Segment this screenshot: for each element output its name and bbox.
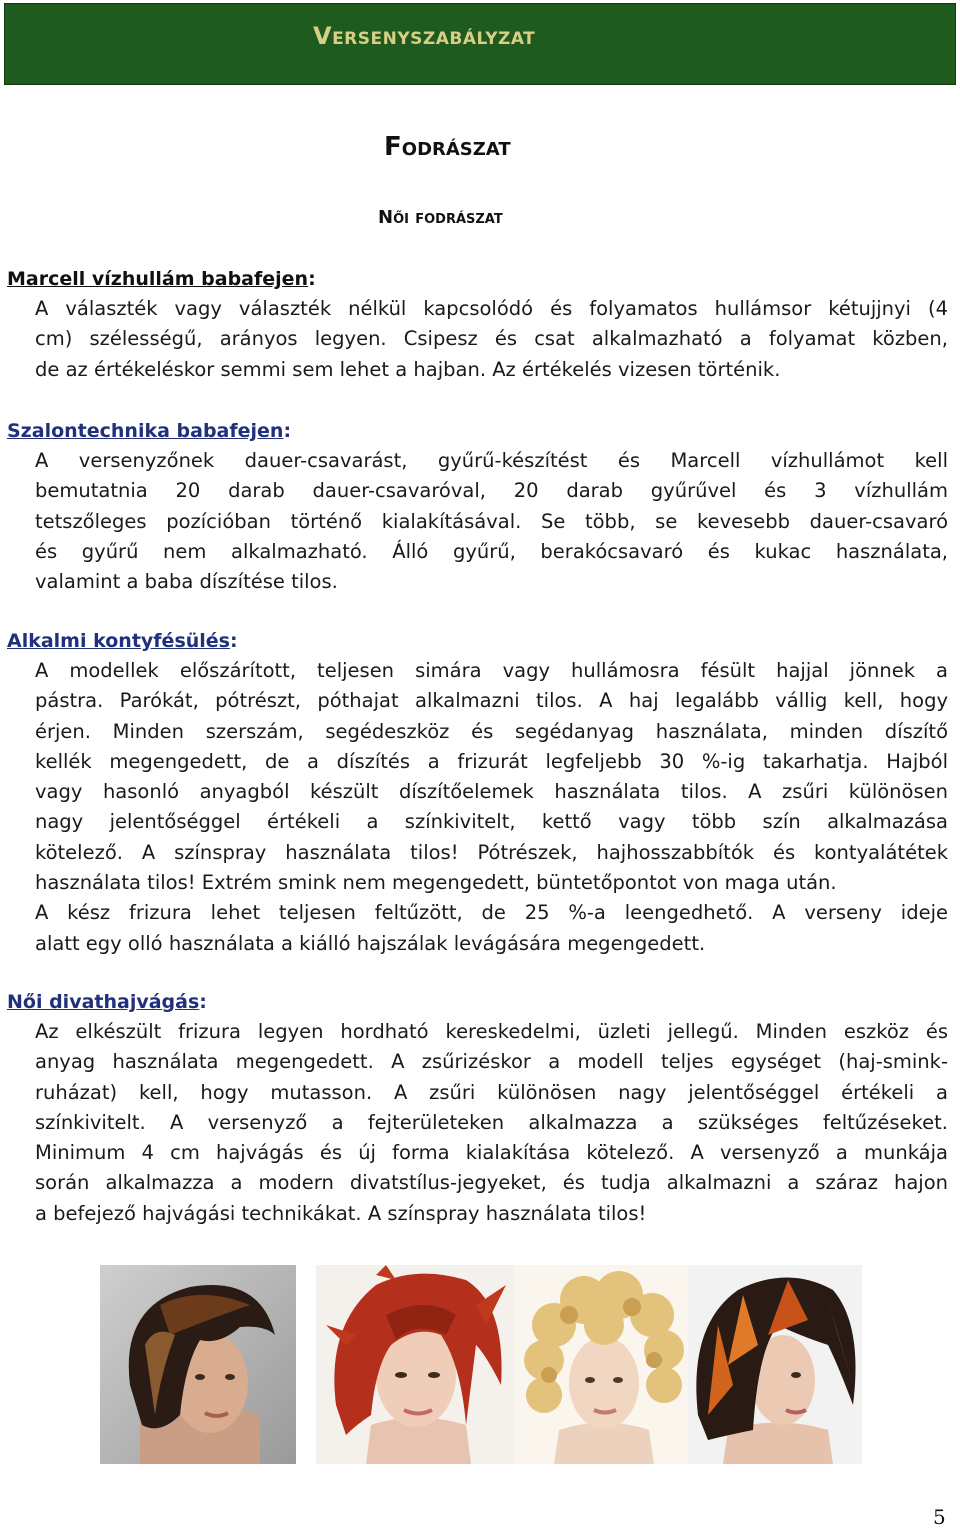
- text-line: és gyűrű nem alkalmazható. Álló gyűrű, berakócsavaró és kukac használata,: [35, 539, 948, 563]
- text-line: kellék megengedett, de a díszítés a frizurát legfeljebb 30 %-ig takarhatja. Hajból: [35, 749, 948, 773]
- hairstyle-photo-2: [316, 1265, 514, 1464]
- text-line: nagy jelentőséggel értékeli a színkivitelt, kettő vagy több szín alkalmazása: [35, 810, 948, 834]
- text-line: tetszőleges pozícióban történő kialakításával. Se több, se kevesebb dauer-csavaró: [35, 509, 948, 533]
- text-line: érjen. Minden szerszám, segédeszköz és segédanyag használata, minden díszítő: [35, 719, 948, 743]
- text-line: de az értékeléskor semmi sem lehet a hajban. Az értékelés vizesen történik.: [35, 357, 781, 381]
- text-line: A versenyzőnek dauer-csavarást, gyűrű-készítést és Marcell vízhullámot kell: [35, 449, 948, 472]
- text-line: kötelező. A színspray használata tilos! Pótrészek, hajhosszabbítók és kontyalátétek: [35, 840, 948, 864]
- text-line: A modellek előszárított, teljesen simára vagy hullámosra fésült hajjal jönnek a: [35, 659, 948, 682]
- hairstyle-photo-3: [514, 1265, 688, 1464]
- banner-title: Versenyszabályzat: [313, 22, 536, 50]
- text-line: ruházat) kell, hogy mutasson. A zsűri különösen nagy jelentőséggel értékeli a: [35, 1080, 948, 1104]
- blonde-curly-portrait-icon: [514, 1265, 688, 1464]
- text-line: A kész frizura lehet teljesen feltűzött, de 25 %-a leengedhető. A verseny ideje: [35, 901, 948, 925]
- text-line: színkivitelt. A versenyző a fejterületeken alkalmazza a szükséges feltűzéseket.: [35, 1110, 948, 1134]
- hairstyle-photo-1: [100, 1265, 296, 1464]
- section-heading-kontyfesules: Alkalmi kontyfésülés:: [7, 630, 238, 652]
- text-line: anyag használata megengedett. A zsűrizéskor a modell teljes egységet (haj-smink-: [35, 1050, 948, 1074]
- text-line: során alkalmazza a modern divatstílus-jegyeket, és tudja alkalmazni a száraz hajon: [35, 1171, 948, 1195]
- page-number: 5: [933, 1505, 946, 1529]
- text-line: használata tilos! Extrém smink nem megengedett, büntetőpontot von maga után.: [35, 871, 837, 895]
- dark-bob-portrait-icon: [100, 1265, 296, 1464]
- section-heading-marcell: Marcell vízhullám babafejen:: [7, 268, 316, 290]
- orange-highlights-portrait-icon: [688, 1265, 862, 1464]
- section-heading-text: Női divathajvágás: [7, 991, 200, 1013]
- text-line: pástra. Parókát, pótrészt, póthajat alkalmazni tilos. A haj legalább vállig kell, hogy: [35, 689, 948, 713]
- section-heading-text: Marcell vízhullám babafejen: [7, 268, 309, 290]
- section-body-divathajvagas: [35, 1017, 948, 1229]
- text-line: a befejező hajvágási technikákat. A színspray használata tilos!: [35, 1201, 647, 1225]
- text-line: Minimum 4 cm hajvágás és új forma kialakítása kötelező. A versenyző a munkája: [35, 1141, 948, 1165]
- section-heading-szalontechnika: Szalontechnika babafejen:: [7, 420, 292, 442]
- red-spiky-portrait-icon: [316, 1265, 514, 1464]
- text-line: alatt egy olló használata a kiálló hajszálak levágására megengedett.: [35, 931, 706, 955]
- hairstyle-photo-4: [688, 1265, 862, 1464]
- header-banner: [4, 3, 956, 85]
- page-title: Fodrászat: [384, 132, 511, 162]
- section-heading-text: Alkalmi kontyfésülés: [7, 630, 230, 652]
- section-body-szalontechnika: [35, 446, 948, 597]
- section-heading-text: Szalontechnika babafejen: [7, 420, 284, 442]
- text-line: bemutatnia 20 darab dauer-csavaróval, 20 darab gyűrűvel és 3 vízhullám: [35, 479, 948, 503]
- section-heading-divathajvagas: Női divathajvágás:: [7, 991, 207, 1013]
- section-body-marcell: [35, 294, 948, 385]
- text-line: vagy hasonló anyagból készült díszítőelemek használata tilos. A zsűri különösen: [35, 780, 948, 804]
- text-line: Az elkészült frizura legyen hordható kereskedelmi, üzleti jellegű. Minden eszköz és: [35, 1020, 948, 1043]
- page-subtitle: Női fodrászat: [378, 207, 503, 228]
- text-line: cm) szélességű, arányos legyen. Csipesz és csat alkalmazható a folyamat közben,: [35, 327, 948, 351]
- text-line: valamint a baba díszítése tilos.: [35, 570, 338, 594]
- text-line: A választék vagy választék nélkül kapcsolódó és folyamatos hullámsor kétujjnyi (4: [35, 297, 948, 320]
- section-body-kontyfesules: [35, 656, 948, 959]
